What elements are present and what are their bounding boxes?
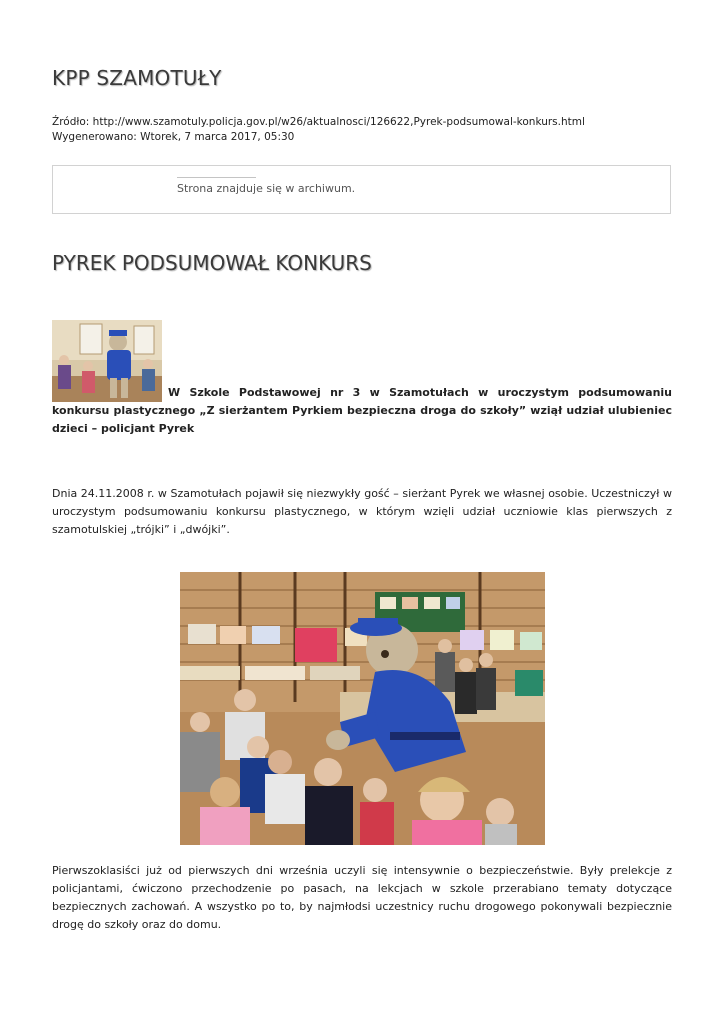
article-paragraph-2: Pierwszoklasiści już od pierwszych dni września uczyli się intensywnie o bezpieczeństwie. Były prelekcje z policjantami, ćwiczono przechodzenie po pasach, na lekcjach w szkole przerabiano tematy dotyczące bezpiecznych zachowań. A wszystko po to, by najmłodsi uczestnicy ruchu drogowego pokonywali bezpiecznie drogę do szkoły oraz do domu. [52,864,672,931]
site-title: KPP SZAMOTUŁY [52,66,222,90]
lead-thumbnail-image [52,320,162,402]
article-photo [180,572,545,845]
document-meta [52,115,585,145]
generated-label: Wygenerowano: [52,131,137,143]
archive-notice-text: Strona znajduje się w archiwum. [177,182,356,195]
source-line [52,115,585,130]
article-title: PYREK PODSUMOWAŁ KONKURS [52,251,372,275]
lead-text: W Szkole Podstawowej nr 3 w Szamotułach w uroczystym podsumowaniu konkursu plastycznego „Z sierżantem Pyrkiem bezpieczna droga do szkoły” wziął udział ulubieniec dzieci – policjant Pyrek [52,386,672,435]
generated-line [52,130,585,145]
archive-divider [177,177,256,178]
source-label: Źródło: [52,116,90,128]
source-url[interactable]: http://www.szamotuly.policja.gov.pl/w26/aktualnosci/126622,Pyrek-podsumowal-konkurs.html [92,116,585,128]
article-lead [52,320,672,438]
archive-notice-box [52,165,671,214]
article-paragraph-1: Dnia 24.11.2008 r. w Szamotułach pojawił się niezwykły gość – sierżant Pyrek we własnej osobie. Uczestniczył w uroczystym podsumowaniu konkursu plastycznego, w którym wzięli udział uczniowie klas pierwszych z szamotulskiej „trójki” i „dwójki”. [52,487,672,536]
generated-date: Wtorek, 7 marca 2017, 05:30 [140,131,295,143]
